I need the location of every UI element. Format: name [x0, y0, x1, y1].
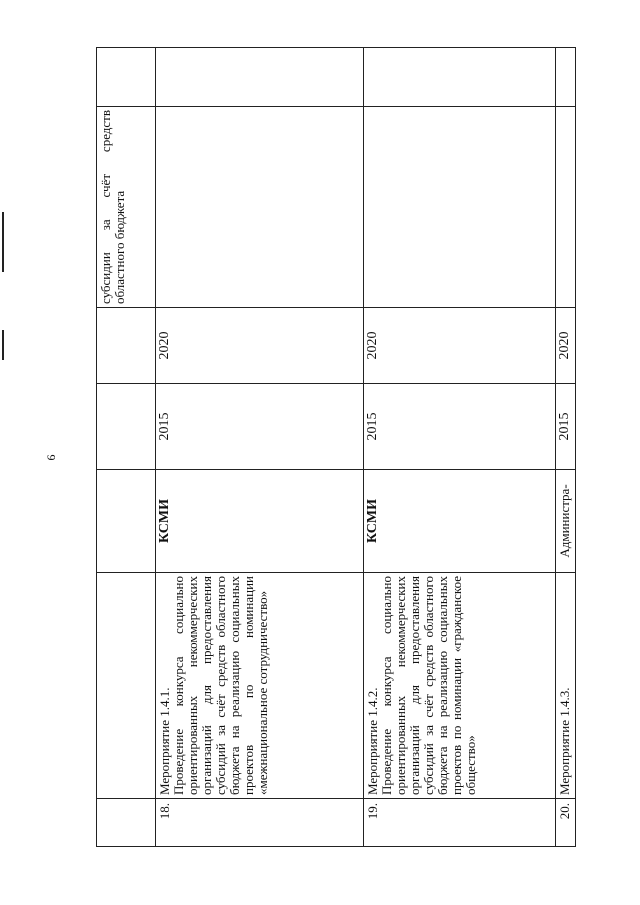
start-year-cell: 2015: [156, 384, 364, 470]
rotated-table-sheet: [96, 48, 575, 847]
executor-cell: КСМИ: [156, 470, 364, 573]
cell-empty: [156, 107, 364, 308]
header-fragment-text: субсидии за счёт средств областного бюджета: [98, 110, 127, 304]
table-row: [156, 48, 364, 847]
table-row-header-fragment: [97, 48, 156, 847]
start-year-cell: 2015: [364, 384, 556, 470]
activity-title: Мероприятие 1.4.2.: [365, 687, 380, 795]
cell-empty: [97, 308, 156, 384]
cell-empty: [97, 799, 156, 847]
cell-empty: [156, 48, 364, 107]
activity-text: Проведение конкурса социально ориентированных некоммерческих организаций для предоставления субсидий за счёт средств областного бюджета на реализацию социальных проектов по номинации «межнациональное сотрудничество»: [171, 576, 270, 795]
row-number: 18.: [156, 799, 364, 847]
cell-empty: [97, 384, 156, 470]
table-row: [364, 48, 556, 847]
end-year-cell: 2020: [364, 308, 556, 384]
cell-empty: [364, 107, 556, 308]
activity-cell: [364, 573, 556, 799]
cell-empty: [556, 107, 576, 308]
executor-cell: Администра-: [556, 470, 576, 573]
page-number: 9: [44, 454, 59, 461]
cell-empty: [97, 470, 156, 573]
activities-table: [96, 47, 576, 847]
row-number: 20.: [556, 799, 576, 847]
cell-empty: [364, 48, 556, 107]
activity-cell: [556, 573, 576, 799]
executor-cell: КСМИ: [364, 470, 556, 573]
cell-empty: [97, 48, 156, 107]
scan-mark-middle: [2, 330, 4, 360]
row-number: 19.: [364, 799, 556, 847]
cell-empty: [97, 573, 156, 799]
end-year-cell: 2020: [556, 308, 576, 384]
cell-empty: [556, 48, 576, 107]
end-year-cell: 2020: [156, 308, 364, 384]
table-row: [556, 48, 576, 847]
activity-title: Мероприятие 1.4.1.: [157, 687, 172, 795]
start-year-cell: 2015: [556, 384, 576, 470]
scan-mark-top: [2, 212, 4, 272]
activity-cell: [156, 573, 364, 799]
header-fragment-cell: [97, 107, 156, 308]
activity-title: Мероприятие 1.4.3.: [557, 687, 572, 795]
activity-text: Проведение конкурса социально ориентированных некоммерческих организаций для предоставления субсидий за счёт средств областного бюджета на реализацию социальных проектов по номинации «гражданское общество»: [379, 576, 478, 795]
